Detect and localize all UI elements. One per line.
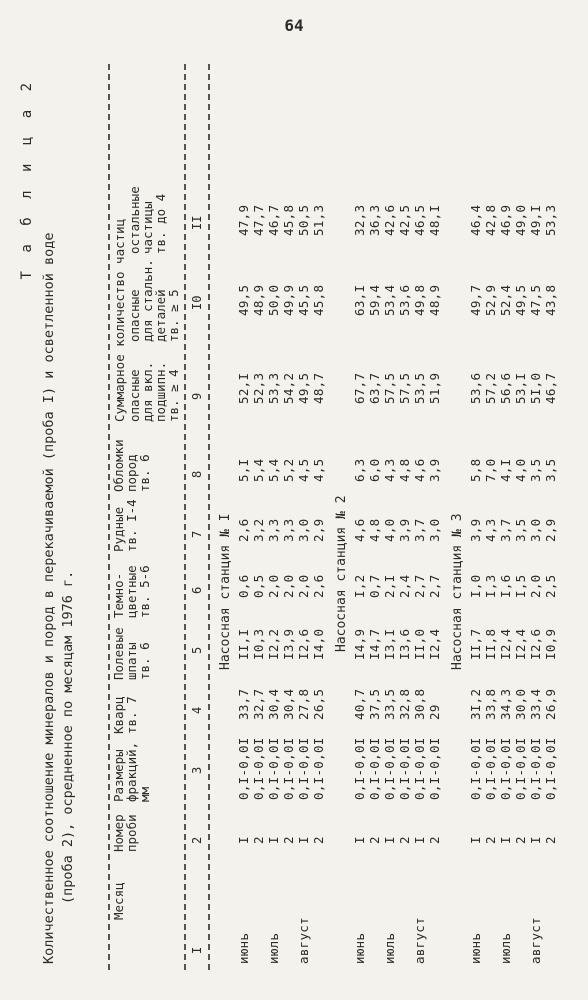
cell-c11: 51,3 [311, 204, 326, 236]
header-top-rule [108, 64, 110, 970]
cell-c5: I2,6 [528, 628, 543, 660]
cell-c8: 3,5 [528, 458, 543, 482]
station-heading: Насосная станция № 3 [450, 513, 465, 670]
column-number-3: 3 [190, 766, 204, 774]
header-sample: Номер проби [111, 814, 139, 852]
cell-c8: 6,0 [367, 458, 382, 482]
table-row [367, 50, 383, 970]
cell-c6: 2,I [382, 574, 397, 598]
cell-c11: 42,8 [483, 204, 498, 236]
cell-c8: 4,I [498, 458, 513, 482]
cell-c6: I,3 [483, 574, 498, 598]
cell-fraction: 0,I-0,0I [236, 737, 251, 800]
table-row [397, 50, 413, 970]
cell-c5: I3,I [382, 628, 397, 660]
cell-c9: 56,6 [498, 372, 513, 404]
cell-c8: 5,I [236, 458, 251, 482]
cell-sample: I [468, 836, 483, 844]
cell-c7: 4,8 [367, 518, 382, 542]
cell-c4: 37,5 [367, 688, 382, 720]
cell-sample: I [382, 836, 397, 844]
column-number-8: 8 [190, 470, 204, 478]
header-dangerous-bearing: опасные для вкл. подшипн. тв. ≥ 4 [127, 361, 181, 422]
cell-fraction: 0,I-0,0I [296, 737, 311, 800]
cell-c7: 2,6 [236, 518, 251, 542]
cell-c9: 46,7 [543, 372, 558, 404]
cell-c6: 2,6 [311, 574, 326, 598]
cell-c10: 45,8 [311, 284, 326, 316]
cell-c8: 5,4 [251, 458, 266, 482]
cell-c9: 52,3 [251, 372, 266, 404]
cell-c7: 3,2 [251, 518, 266, 542]
header-other: остальные частицы тв. до 4 [127, 186, 168, 254]
cell-fraction: 0,I-0,0I [483, 737, 498, 800]
cell-month: июль [498, 932, 513, 964]
cell-c9: 53,I [513, 372, 528, 404]
cell-c4: 27,8 [296, 688, 311, 720]
cell-sample: I [236, 836, 251, 844]
cell-c11: 46,4 [468, 204, 483, 236]
cell-fraction: 0,I-0,0I [498, 737, 513, 800]
cell-c6: 2,5 [543, 574, 558, 598]
cell-c8: 5,2 [281, 458, 296, 482]
cell-c4: 33,5 [382, 688, 397, 720]
column-number-7: 7 [190, 530, 204, 538]
table-row [251, 50, 267, 970]
cell-c10: 45,5 [296, 284, 311, 316]
cell-month: август [296, 917, 311, 964]
header-dark: Темно- цветные тв. 5-6 [111, 565, 152, 618]
cell-c6: I,2 [352, 574, 367, 598]
cell-c4: 3I,2 [468, 688, 483, 720]
cell-sample: 2 [281, 836, 296, 844]
cell-sample: I [498, 836, 513, 844]
table-row [266, 50, 282, 970]
cell-fraction: 0,I-0,0I [311, 737, 326, 800]
cell-c8: 4,0 [513, 458, 528, 482]
cell-c4: 30,8 [412, 688, 427, 720]
cell-fraction: 0,I-0,0I [427, 737, 442, 800]
cell-c10: 49,8 [412, 284, 427, 316]
cell-c6: 2,4 [397, 574, 412, 598]
cell-c6: 2,0 [296, 574, 311, 598]
cell-c9: 67,7 [352, 372, 367, 404]
cell-c5: I4,9 [352, 628, 367, 660]
cell-sample: I [352, 836, 367, 844]
cell-c9: 54,2 [281, 372, 296, 404]
cell-c6: 0,5 [251, 574, 266, 598]
table-caption [40, 64, 78, 964]
cell-sample: 2 [427, 836, 442, 844]
cell-month: июнь [236, 932, 251, 964]
cell-c5: I2,4 [513, 628, 528, 660]
cell-c6: 0,6 [236, 574, 251, 598]
cell-fraction: 0,I-0,0I [266, 737, 281, 800]
cell-c8: 5,8 [468, 458, 483, 482]
cell-c5: I0,3 [251, 628, 266, 660]
cell-c7: 2,9 [311, 518, 326, 542]
cell-c9: 48,7 [311, 372, 326, 404]
cell-fraction: 0,I-0,0I [382, 737, 397, 800]
table-row [412, 50, 428, 970]
cell-c10: 49,7 [468, 284, 483, 316]
column-number-6: 6 [190, 586, 204, 594]
cell-c6: 2,7 [427, 574, 442, 598]
header-bottom-rule [208, 64, 210, 970]
cell-c8: 4,5 [296, 458, 311, 482]
caption-line-2: (проба 2), осредненное по месяцам 1976 г. [60, 570, 76, 904]
cell-c10: 53,6 [397, 284, 412, 316]
cell-c8: 4,8 [397, 458, 412, 482]
cell-c7: 3,3 [266, 518, 281, 542]
cell-c4: 32,7 [251, 688, 266, 720]
cell-c11: 42,5 [397, 204, 412, 236]
cell-c9: 5I,0 [528, 372, 543, 404]
cell-c5: II,7 [468, 628, 483, 660]
cell-sample: 2 [513, 836, 528, 844]
cell-c4: 30,4 [281, 688, 296, 720]
cell-c11: 48,I [427, 204, 442, 236]
cell-c4: 33,7 [236, 688, 251, 720]
cell-c11: 46,9 [498, 204, 513, 236]
cell-c11: 46,7 [266, 204, 281, 236]
cell-sample: 2 [397, 836, 412, 844]
cell-sample: 2 [311, 836, 326, 844]
cell-c4: 30,0 [513, 688, 528, 720]
cell-c5: I4,7 [367, 628, 382, 660]
cell-c11: 49,0 [513, 204, 528, 236]
cell-c11: 32,3 [352, 204, 367, 236]
cell-c7: 4,6 [352, 518, 367, 542]
table-label: Т а б л и ц а 2 [19, 78, 35, 280]
cell-c10: 49,5 [513, 284, 528, 316]
header-fraction: Размеры фракций, мм [111, 741, 152, 802]
cell-sample: 2 [543, 836, 558, 844]
column-number-4: 4 [190, 706, 204, 714]
cell-c11: 47,7 [251, 204, 266, 236]
cell-c11: 49,I [528, 204, 543, 236]
cell-c11: 46,5 [412, 204, 427, 236]
cell-c10: 50,0 [266, 284, 281, 316]
cell-c4: 34,3 [498, 688, 513, 720]
cell-c7: 3,3 [281, 518, 296, 542]
cell-month: июнь [352, 932, 367, 964]
caption-line-1: Количественное соотношение минералов и пород в перекачиваемой (проба I) и осветленной воде [41, 232, 57, 964]
cell-sample: 2 [483, 836, 498, 844]
cell-c9: 53,5 [412, 372, 427, 404]
cell-c10: 43,8 [543, 284, 558, 316]
cell-fraction: 0,I-0,0I [397, 737, 412, 800]
cell-c7: 3,5 [513, 518, 528, 542]
cell-c6: 2,0 [266, 574, 281, 598]
table-row [236, 50, 252, 970]
cell-c9: 63,7 [367, 372, 382, 404]
cell-c4: 26,9 [543, 688, 558, 720]
cell-c7: 3,0 [528, 518, 543, 542]
cell-c6: I,0 [468, 574, 483, 598]
cell-c7: 4,3 [483, 518, 498, 542]
cell-c8: 3,5 [543, 458, 558, 482]
header-dangerous-parts: опасные для стальн. деталей тв. ≥ 5 [127, 259, 181, 342]
page-number: 64 [284, 16, 304, 35]
cell-fraction: 0,I-0,0I [281, 737, 296, 800]
cell-c4: 26,5 [311, 688, 326, 720]
cell-c6: I,6 [498, 574, 513, 598]
table-row [382, 50, 398, 970]
header-total-title: Суммарное количество частиц [112, 218, 127, 422]
station-heading: Насосная станция № I [218, 513, 233, 670]
table-row [513, 50, 529, 970]
rotated-table-sheet [14, 50, 574, 970]
cell-c5: I2,6 [296, 628, 311, 660]
cell-c9: 51,9 [427, 372, 442, 404]
cell-c10: 53,4 [382, 284, 397, 316]
header-ore: Рудные тв. I-4 [111, 499, 139, 552]
cell-c4: 32,8 [397, 688, 412, 720]
cell-c9: 53,6 [468, 372, 483, 404]
cell-month: август [528, 917, 543, 964]
cell-fraction: 0,I-0,0I [468, 737, 483, 800]
cell-c5: II,0 [412, 628, 427, 660]
cell-c9: 57,2 [483, 372, 498, 404]
cell-c5: I3,6 [397, 628, 412, 660]
cell-c11: 45,8 [281, 204, 296, 236]
cell-c8: 4,3 [382, 458, 397, 482]
cell-c7: 3,9 [397, 518, 412, 542]
table-row [281, 50, 297, 970]
cell-c10: 48,9 [427, 284, 442, 316]
station-heading: Насосная станция № 2 [334, 495, 349, 652]
cell-c4: 33,8 [483, 688, 498, 720]
cell-c4: 40,7 [352, 688, 367, 720]
cell-fraction: 0,I-0,0I [352, 737, 367, 800]
cell-c9: 52,I [236, 372, 251, 404]
table-row [352, 50, 368, 970]
table-row [296, 50, 312, 970]
cell-c9: 57,5 [382, 372, 397, 404]
cell-c5: II,I [236, 628, 251, 660]
column-number-10: I0 [190, 295, 204, 310]
table-row [483, 50, 499, 970]
cell-sample: I [296, 836, 311, 844]
table-row [543, 50, 559, 970]
cell-c5: I3,9 [281, 628, 296, 660]
cell-c5: I2,2 [266, 628, 281, 660]
column-number-2: 2 [190, 836, 204, 844]
table-row [427, 50, 443, 970]
cell-c11: 42,6 [382, 204, 397, 236]
cell-c10: 49,9 [281, 284, 296, 316]
cell-c4: 30,4 [266, 688, 281, 720]
cell-c8: 7,0 [483, 458, 498, 482]
cell-c5: I4,0 [311, 628, 326, 660]
cell-c10: 52,4 [498, 284, 513, 316]
column-number-5: 5 [190, 646, 204, 654]
header-debris: Обломки пород тв. 6 [111, 439, 152, 492]
cell-c4: 29 [427, 704, 442, 720]
cell-c4: 33,4 [528, 688, 543, 720]
cell-c11: 53,3 [543, 204, 558, 236]
cell-c8: 4,5 [311, 458, 326, 482]
cell-fraction: 0,I-0,0I [543, 737, 558, 800]
cell-fraction: 0,I-0,0I [412, 737, 427, 800]
cell-c10: 48,9 [251, 284, 266, 316]
cell-c6: 2,0 [528, 574, 543, 598]
cell-sample: I [412, 836, 427, 844]
cell-month: июнь [468, 932, 483, 964]
cell-sample: I [266, 836, 281, 844]
cell-c7: 2,9 [543, 518, 558, 542]
cell-c7: 3,9 [468, 518, 483, 542]
cell-month: август [412, 917, 427, 964]
cell-c5: II,8 [483, 628, 498, 660]
cell-c5: I2,4 [498, 628, 513, 660]
cell-sample: 2 [367, 836, 382, 844]
cell-c7: 4,0 [382, 518, 397, 542]
cell-c5: I2,4 [427, 628, 442, 660]
cell-c8: 5,4 [266, 458, 281, 482]
cell-fraction: 0,I-0,0I [513, 737, 528, 800]
cell-c10: 52,9 [483, 284, 498, 316]
header-month: Месяц [111, 882, 126, 920]
cell-c7: 3,0 [427, 518, 442, 542]
cell-c11: 36,3 [367, 204, 382, 236]
cell-c11: 50,5 [296, 204, 311, 236]
cell-sample: 2 [251, 836, 266, 844]
cell-c6: I,5 [513, 574, 528, 598]
table-row [311, 50, 327, 970]
cell-c9: 53,3 [266, 372, 281, 404]
header-feldspar: Полевые шпаты тв. 6 [111, 627, 152, 680]
cell-c7: 3,7 [498, 518, 513, 542]
cell-c8: 4,6 [412, 458, 427, 482]
cell-c10: 59,4 [367, 284, 382, 316]
cell-c10: 47,5 [528, 284, 543, 316]
cell-fraction: 0,I-0,0I [528, 737, 543, 800]
cell-c9: 49,5 [296, 372, 311, 404]
column-number-11: II [190, 215, 204, 230]
cell-c6: 0,7 [367, 574, 382, 598]
cell-c5: I0,9 [543, 628, 558, 660]
cell-c6: 2,0 [281, 574, 296, 598]
cell-fraction: 0,I-0,0I [367, 737, 382, 800]
cell-c8: 3,9 [427, 458, 442, 482]
cell-fraction: 0,I-0,0I [251, 737, 266, 800]
column-number-9: 9 [190, 392, 204, 400]
header-mid-rule [184, 64, 186, 970]
cell-c10: 49,5 [236, 284, 251, 316]
cell-sample: I [528, 836, 543, 844]
cell-c7: 3,0 [296, 518, 311, 542]
cell-c7: 3,7 [412, 518, 427, 542]
cell-month: июль [382, 932, 397, 964]
table-row [528, 50, 544, 970]
cell-c8: 6,3 [352, 458, 367, 482]
cell-c10: 63,I [352, 284, 367, 316]
table-row [468, 50, 484, 970]
header-quartz: Кварц тв. 7 [111, 696, 139, 734]
cell-c6: 2,7 [412, 574, 427, 598]
cell-c11: 47,9 [236, 204, 251, 236]
table-row [498, 50, 514, 970]
cell-c9: 57,5 [397, 372, 412, 404]
column-number-1: I [190, 946, 204, 954]
cell-month: июль [266, 932, 281, 964]
